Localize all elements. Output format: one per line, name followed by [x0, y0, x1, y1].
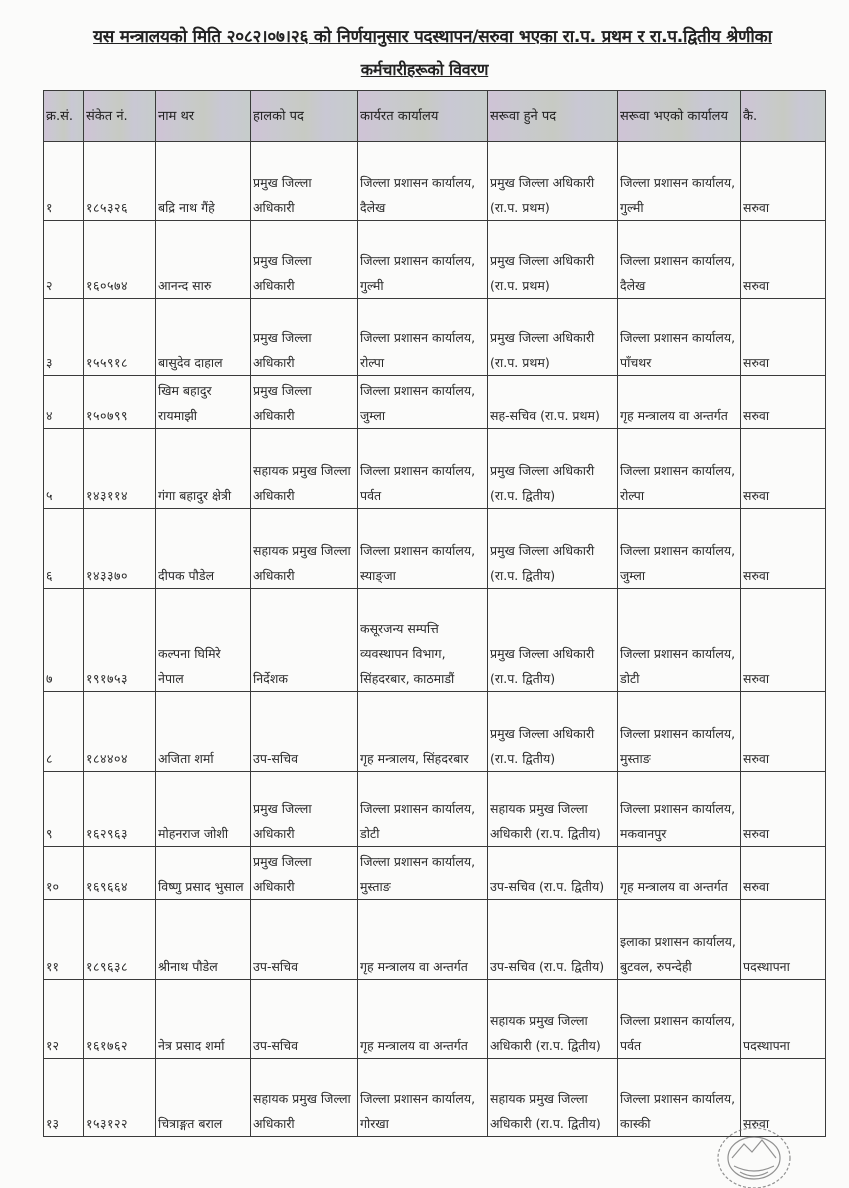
cell-name: मोहनराज जोशी [156, 772, 251, 847]
cell-serial: ११ [44, 900, 84, 980]
header-current-post: हालको पद [251, 91, 358, 142]
cell-name: चित्राङ्गत बराल [156, 1059, 251, 1137]
cell-serial: १३ [44, 1059, 84, 1137]
cell-remarks: पदस्थापना [741, 980, 826, 1059]
table-row [44, 900, 826, 980]
cell-name: नेत्र प्रसाद शर्मा [156, 980, 251, 1059]
cell-remarks: सरुवा [741, 772, 826, 847]
header-new-office: सरूवा भएको कार्यालय [618, 91, 741, 142]
table-row [44, 429, 826, 509]
cell-code: १६९६६४ [84, 847, 156, 900]
cell-name: दीपक पौडेल [156, 509, 251, 589]
cell-name: श्रीनाथ पौडेल [156, 900, 251, 980]
cell-code: १६०५७४ [84, 221, 156, 299]
table-row [44, 376, 826, 429]
cell-current-office: जिल्ला प्रशासन कार्यालय, मुस्ताङ [358, 847, 488, 900]
cell-current-office: गृह मन्त्रालय, सिंहदरबार [358, 692, 488, 772]
cell-new-office: जिल्ला प्रशासन कार्यालय, मकवानपुर [618, 772, 741, 847]
cell-current-office: जिल्ला प्रशासन कार्यालय, दैलेख [358, 142, 488, 221]
government-seal-icon [712, 1118, 796, 1188]
cell-new-office: जिल्ला प्रशासन कार्यालय, पर्वत [618, 980, 741, 1059]
header-current-office: कार्यरत कार्यालय [358, 91, 488, 142]
cell-code: १५५९१८ [84, 299, 156, 376]
cell-current-post: उप-सचिव [251, 980, 358, 1059]
cell-serial: ५ [44, 429, 84, 509]
cell-name: बासुदेव दाहाल [156, 299, 251, 376]
cell-code: १५०७९९ [84, 376, 156, 429]
cell-new-post: प्रमुख जिल्ला अधिकारी (रा.प. द्वितीय) [488, 429, 618, 509]
cell-new-post: प्रमुख जिल्ला अधिकारी (रा.प. प्रथम) [488, 142, 618, 221]
table-row [44, 772, 826, 847]
table-row [44, 509, 826, 589]
cell-name: बद्रि नाथ गैंहे [156, 142, 251, 221]
cell-current-post: सहायक प्रमुख जिल्ला अधिकारी [251, 429, 358, 509]
table-row [44, 847, 826, 900]
cell-remarks: सरुवा [741, 847, 826, 900]
cell-code: १६१७६२ [84, 980, 156, 1059]
cell-new-post: सहायक प्रमुख जिल्ला अधिकारी (रा.प. द्वितीय) [488, 1059, 618, 1137]
cell-current-post: निर्देशक [251, 589, 358, 692]
cell-new-office: जिल्ला प्रशासन कार्यालय, रोल्पा [618, 429, 741, 509]
cell-name: विष्णु प्रसाद भुसाल [156, 847, 251, 900]
cell-name: खिम बहादुर रायमाझी [156, 376, 251, 429]
cell-remarks: सरुवा [741, 221, 826, 299]
header-name: नाम थर [156, 91, 251, 142]
cell-new-office: जिल्ला प्रशासन कार्यालय, गुल्मी [618, 142, 741, 221]
header-new-post: सरूवा हुने पद [488, 91, 618, 142]
cell-code: १५३१२२ [84, 1059, 156, 1137]
cell-serial: २ [44, 221, 84, 299]
document-subtitle: कर्मचारीहरूको विवरण [360, 60, 489, 79]
header-serial: क्र.सं. [44, 91, 84, 142]
cell-current-office: जिल्ला प्रशासन कार्यालय, पर्वत [358, 429, 488, 509]
cell-serial: ८ [44, 692, 84, 772]
cell-name: कल्पना घिमिरे नेपाल [156, 589, 251, 692]
cell-new-post: उप-सचिव (रा.प. द्वितीय) [488, 847, 618, 900]
cell-new-post: सह-सचिव (रा.प. प्रथम) [488, 376, 618, 429]
cell-new-office: जिल्ला प्रशासन कार्यालय, कास्की [618, 1059, 741, 1137]
table-row [44, 980, 826, 1059]
table-body [44, 142, 826, 1137]
cell-current-office: जिल्ला प्रशासन कार्यालय, स्याङ्जा [358, 509, 488, 589]
cell-new-post: प्रमुख जिल्ला अधिकारी (रा.प. द्वितीय) [488, 509, 618, 589]
cell-code: १४३३७० [84, 509, 156, 589]
cell-new-office: जिल्ला प्रशासन कार्यालय, मुस्ताङ [618, 692, 741, 772]
cell-remarks: पदस्थापना [741, 900, 826, 980]
cell-new-post: प्रमुख जिल्ला अधिकारी (रा.प. प्रथम) [488, 221, 618, 299]
document-title: यस मन्त्रालयको मिति २०८२।०७।२६ को निर्णयानुसार पदस्थापन/सरुवा भएका रा.प. प्रथम र रा.प.द्वितीय श्रेणीका [93, 27, 772, 47]
cell-current-post: प्रमुख जिल्ला अधिकारी [251, 772, 358, 847]
cell-new-post: प्रमुख जिल्ला अधिकारी (रा.प. द्वितीय) [488, 589, 618, 692]
cell-name: आनन्द सारु [156, 221, 251, 299]
table-header-row [44, 91, 826, 142]
header-remarks: कै. [741, 91, 826, 142]
cell-current-office: जिल्ला प्रशासन कार्यालय, गुल्मी [358, 221, 488, 299]
cell-new-office: जिल्ला प्रशासन कार्यालय, जुम्ला [618, 509, 741, 589]
header-code: संकेत नं. [84, 91, 156, 142]
cell-current-office: जिल्ला प्रशासन कार्यालय, डोटी [358, 772, 488, 847]
cell-new-office: गृह मन्त्रालय वा अन्तर्गत [618, 376, 741, 429]
cell-new-post: सहायक प्रमुख जिल्ला अधिकारी (रा.प. द्वितीय) [488, 772, 618, 847]
cell-serial: ९ [44, 772, 84, 847]
cell-remarks: सरुवा [741, 142, 826, 221]
cell-remarks: सरुवा [741, 589, 826, 692]
cell-remarks: सरुवा [741, 376, 826, 429]
cell-new-post: प्रमुख जिल्ला अधिकारी (रा.प. द्वितीय) [488, 692, 618, 772]
table-row [44, 142, 826, 221]
cell-code: १८५३२६ [84, 142, 156, 221]
cell-new-post: प्रमुख जिल्ला अधिकारी (रा.प. प्रथम) [488, 299, 618, 376]
cell-remarks: सरुवा [741, 509, 826, 589]
cell-current-office: जिल्ला प्रशासन कार्यालय, जुम्ला [358, 376, 488, 429]
table-row [44, 589, 826, 692]
cell-current-post: सहायक प्रमुख जिल्ला अधिकारी [251, 1059, 358, 1137]
staff-transfer-table [43, 90, 826, 1137]
cell-current-office: जिल्ला प्रशासन कार्यालय, गोरखा [358, 1059, 488, 1137]
cell-name: गंगा बहादुर क्षेत्री [156, 429, 251, 509]
cell-serial: ७ [44, 589, 84, 692]
cell-code: १९१७५३ [84, 589, 156, 692]
cell-current-office: कसूरजन्य सम्पत्ति व्यवस्थापन विभाग, सिंहदरबार, काठमाडौं [358, 589, 488, 692]
cell-new-office: जिल्ला प्रशासन कार्यालय, दैलेख [618, 221, 741, 299]
cell-current-post: प्रमुख जिल्ला अधिकारी [251, 847, 358, 900]
cell-serial: ४ [44, 376, 84, 429]
table-row [44, 299, 826, 376]
table-row [44, 1059, 826, 1137]
table-row [44, 692, 826, 772]
cell-current-office: गृह मन्त्रालय वा अन्तर्गत [358, 900, 488, 980]
cell-serial: १० [44, 847, 84, 900]
cell-code: १८९६३८ [84, 900, 156, 980]
cell-serial: १ [44, 142, 84, 221]
cell-new-office: गृह मन्त्रालय वा अन्तर्गत [618, 847, 741, 900]
cell-serial: ३ [44, 299, 84, 376]
cell-remarks: सरुवा [741, 429, 826, 509]
cell-new-post: उप-सचिव (रा.प. द्वितीय) [488, 900, 618, 980]
cell-code: १६२९६३ [84, 772, 156, 847]
cell-code: १४३११४ [84, 429, 156, 509]
cell-current-post: उप-सचिव [251, 900, 358, 980]
cell-new-office: इलाका प्रशासन कार्यालय, बुटवल, रुपन्देही [618, 900, 741, 980]
cell-new-post: सहायक प्रमुख जिल्ला अधिकारी (रा.प. द्वितीय) [488, 980, 618, 1059]
cell-name: अजिता शर्मा [156, 692, 251, 772]
cell-new-office: जिल्ला प्रशासन कार्यालय, पाँचथर [618, 299, 741, 376]
cell-current-post: प्रमुख जिल्ला अधिकारी [251, 142, 358, 221]
cell-code: १८४४०४ [84, 692, 156, 772]
cell-new-office: जिल्ला प्रशासन कार्यालय, डोटी [618, 589, 741, 692]
cell-serial: १२ [44, 980, 84, 1059]
cell-serial: ६ [44, 509, 84, 589]
table-row [44, 221, 826, 299]
cell-current-office: जिल्ला प्रशासन कार्यालय, रोल्पा [358, 299, 488, 376]
cell-current-post: उप-सचिव [251, 692, 358, 772]
cell-current-post: प्रमुख जिल्ला अधिकारी [251, 299, 358, 376]
cell-remarks: सरुवा [741, 299, 826, 376]
cell-current-post: सहायक प्रमुख जिल्ला अधिकारी [251, 509, 358, 589]
cell-remarks: सरुवा [741, 1059, 826, 1137]
cell-current-post: प्रमुख जिल्ला अधिकारी [251, 221, 358, 299]
cell-remarks: सरुवा [741, 692, 826, 772]
cell-current-office: गृह मन्त्रालय वा अन्तर्गत [358, 980, 488, 1059]
cell-current-post: प्रमुख जिल्ला अधिकारी [251, 376, 358, 429]
